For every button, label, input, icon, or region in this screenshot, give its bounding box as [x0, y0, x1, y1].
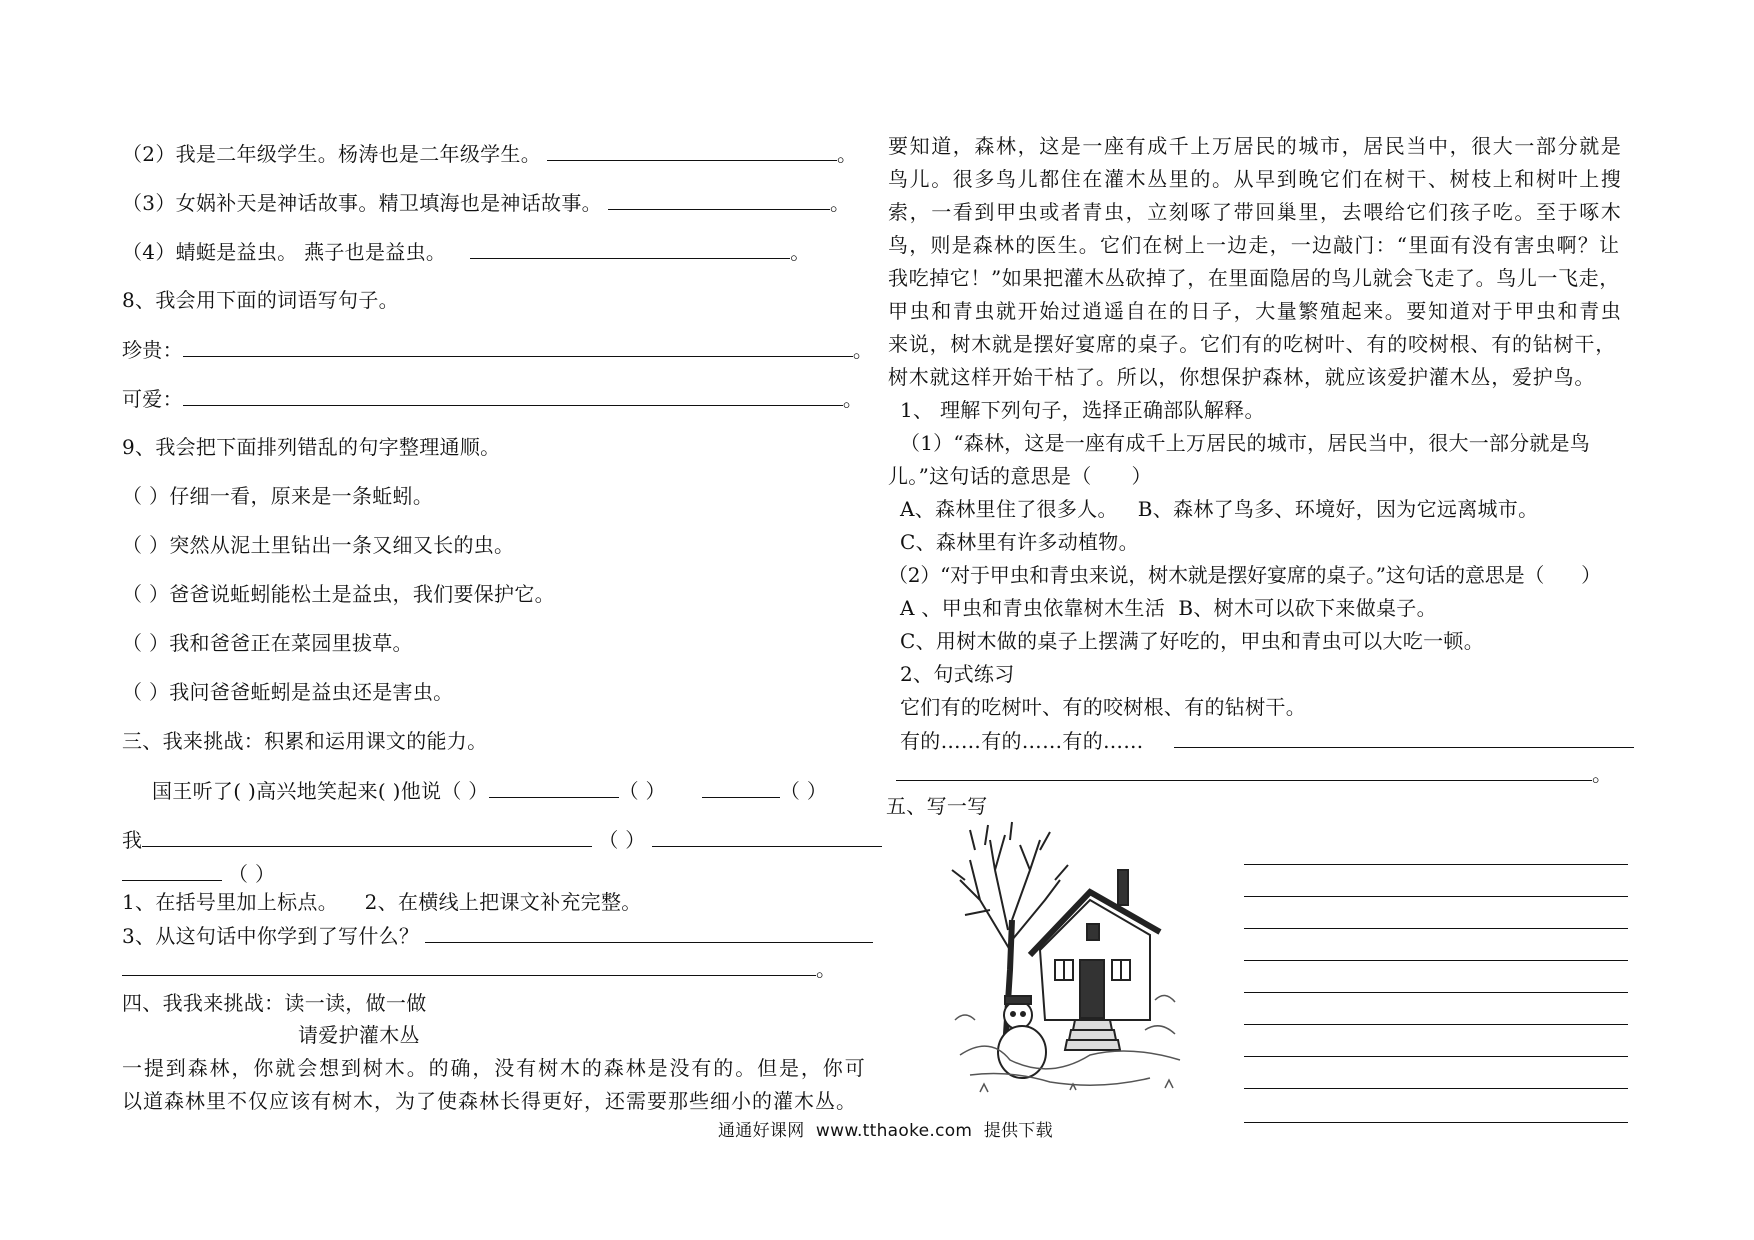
q9-item: （ ）我和爸爸正在菜园里拔草。: [122, 631, 413, 655]
q9-item: （ ）突然从泥土里钻出一条又细又长的虫。: [122, 533, 515, 557]
fill-blank[interactable]: [652, 826, 882, 847]
section-5-title: 五、写一写: [886, 794, 988, 818]
writing-line[interactable]: [1244, 928, 1628, 929]
passage-line: 鸟，则是森林的医生。它们在树上一边走，一边敲门：“里面有没有害虫啊？让: [888, 233, 1621, 257]
q8-word-2: [122, 385, 863, 412]
passage-title: 请爱护灌木丛: [298, 1023, 420, 1047]
word-label: 可爱：: [122, 387, 183, 411]
passage-line: 以道森林里不仅应该有树木，为了使森林长得更好，还需要那些细小的灌木丛。: [122, 1089, 857, 1113]
q1-2-options-ab: A 、甲虫和青虫依靠树木生活 B、树木可以砍下来做桌子。: [900, 596, 1437, 620]
period: 。: [829, 191, 851, 215]
word-label: 珍贵：: [122, 338, 183, 362]
answer-blank[interactable]: [547, 140, 837, 161]
q7-item-3-text: （3）女娲补天是神话故事。精卫填海也是神话故事。: [122, 191, 602, 215]
section-3-line-3: [122, 860, 275, 887]
writing-line[interactable]: [1244, 1088, 1628, 1089]
passage-line: 一提到森林，你就会想到树木。的确，没有树木的森林是没有的。但是，你可: [122, 1056, 867, 1080]
q8-title: 8、我会用下面的词语写句子。: [122, 288, 399, 312]
writing-line[interactable]: [1244, 960, 1628, 961]
sentence-blank[interactable]: [183, 385, 843, 406]
paren[interactable]: （ ）: [618, 779, 666, 803]
q9-item: （ ）我问爸爸蚯蚓是益虫还是害虫。: [122, 680, 454, 704]
q8-word-1: [122, 336, 873, 363]
fill-blank[interactable]: [142, 826, 592, 847]
writing-line[interactable]: [1244, 992, 1628, 993]
q3-text: 3、从这句话中你学到了写什么？: [122, 924, 420, 948]
q1-2-option-c: C、用树木做的桌子上摆满了好吃的，甲虫和青虫可以大吃一顿。: [900, 629, 1485, 653]
section-3-line-2: [122, 826, 882, 853]
writing-line[interactable]: [1244, 864, 1628, 865]
period: 。: [1592, 762, 1613, 786]
period: 。: [842, 387, 864, 411]
sentence-word: 我: [122, 828, 143, 852]
fill-blank[interactable]: [122, 860, 222, 881]
period: 。: [790, 240, 811, 264]
q7-item-2-text: （2）我是二年级学生。杨涛也是二年级学生。: [122, 142, 542, 166]
q1-1-option-c: C、森林里有许多动植物。: [900, 530, 1139, 554]
writing-line[interactable]: [1244, 1056, 1628, 1057]
q2-pattern-line: [900, 727, 1634, 754]
passage-line: 来说，树木就是摆好宴席的桌子。它们有的吃树叶、有的咬树根、有的钻树干，: [888, 332, 1616, 356]
sentence-blank[interactable]: [183, 336, 853, 357]
section-4-title: 四、我我来挑战：读一读，做一做: [122, 991, 427, 1015]
answer-blank[interactable]: [608, 189, 830, 210]
sentence-start: 国王听了( )高兴地笑起来( )他说（ ）: [152, 779, 489, 803]
period: 。: [837, 142, 858, 166]
fill-blank[interactable]: [489, 777, 619, 798]
fill-blank[interactable]: [702, 777, 780, 798]
passage-line: 鸟儿。很多鸟儿都住在灌木丛里的。从早到晚它们在树干、树枝上和树叶上搜: [888, 167, 1623, 191]
q7-item-4-text: （4）蜻蜓是益虫。 燕子也是益虫。: [122, 240, 447, 264]
q2-line-2: [896, 760, 1612, 787]
q1-2-line: （2）“对于甲虫和青虫来说，树木就是摆好宴席的桌子。”这句话的意思是（ ）: [888, 563, 1601, 587]
q7-item-2: [122, 140, 857, 167]
footer-text: 通通好课网 www.tthaoke.com 提供下载: [718, 1121, 1053, 1141]
sentence-blank[interactable]: [896, 760, 1592, 781]
writing-line[interactable]: [1244, 1122, 1628, 1123]
q1-1-line-2: 儿。”这句话的意思是（ ）: [888, 464, 1152, 488]
paren[interactable]: （ ）: [779, 779, 828, 803]
q2-title: 2、句式练习: [900, 662, 1015, 686]
q7-item-4: [122, 238, 811, 265]
answer-blank[interactable]: [470, 238, 790, 259]
passage-line: 我吃掉它！”如果把灌木丛砍掉了，在里面隐居的鸟儿就会飞走了。鸟儿一飞走，: [888, 266, 1620, 290]
q2-example: 它们有的吃树叶、有的咬树根、有的钻树干。: [900, 695, 1306, 719]
section-3-tasks: 1、在括号里加上标点。 2、在横线上把课文补充完整。: [122, 890, 642, 914]
q1-1-options-ab: A、森林里住了很多人。 B、森林了鸟多、环境好，因为它远离城市。: [900, 497, 1539, 521]
section-3-q3: [122, 922, 873, 949]
answer-blank[interactable]: [122, 955, 816, 976]
section-3-q3-line-2: [122, 955, 836, 982]
answer-blank[interactable]: [425, 922, 873, 943]
q7-item-3: [122, 189, 850, 216]
section-3-title: 三、我来挑战：积累和运用课文的能力。: [122, 729, 488, 753]
passage-line: 甲虫和青虫就开始过逍遥自在的日子，大量繁殖起来。要知道对于甲虫和青虫: [888, 299, 1623, 323]
q1-1-line-1: （1）“森林，这是一座有成千上万居民的城市，居民当中，很大一部分就是鸟: [900, 431, 1590, 455]
passage-line: 要知道，森林，这是一座有成千上万居民的城市，居民当中，很大一部分就是: [888, 134, 1623, 158]
winter-house-illustration: [950, 820, 1200, 1100]
period: 。: [852, 338, 874, 362]
paren[interactable]: （ ）: [598, 828, 646, 852]
sentence-blank[interactable]: [1174, 727, 1634, 748]
q9-title: 9、我会把下面排列错乱的句字整理通顺。: [122, 435, 501, 459]
q1-title: 1、 理解下列句子，选择正确部队解释。: [900, 398, 1265, 422]
paren[interactable]: （ ）: [228, 862, 276, 886]
house-icon: [1030, 870, 1160, 1050]
writing-line[interactable]: [1244, 1024, 1628, 1025]
q9-item: （ ）爸爸说蚯蚓能松土是益虫，我们要保护它。: [122, 582, 555, 606]
passage-line: 树木就这样开始干枯了。所以，你想保护森林，就应该爱护灌木丛，爱护鸟。: [888, 365, 1596, 389]
q9-item: （ ）仔细一看，原来是一条蚯蚓。: [122, 484, 434, 508]
passage-line: 索，一看到甲虫或者青虫，立刻啄了带回巢里，去喂给它们孩子吃。至于啄木: [888, 200, 1623, 224]
section-3-line-1: [152, 777, 827, 804]
q2-pattern: 有的……有的……有的……: [900, 729, 1144, 753]
period: 。: [816, 957, 837, 981]
writing-line[interactable]: [1244, 896, 1628, 897]
